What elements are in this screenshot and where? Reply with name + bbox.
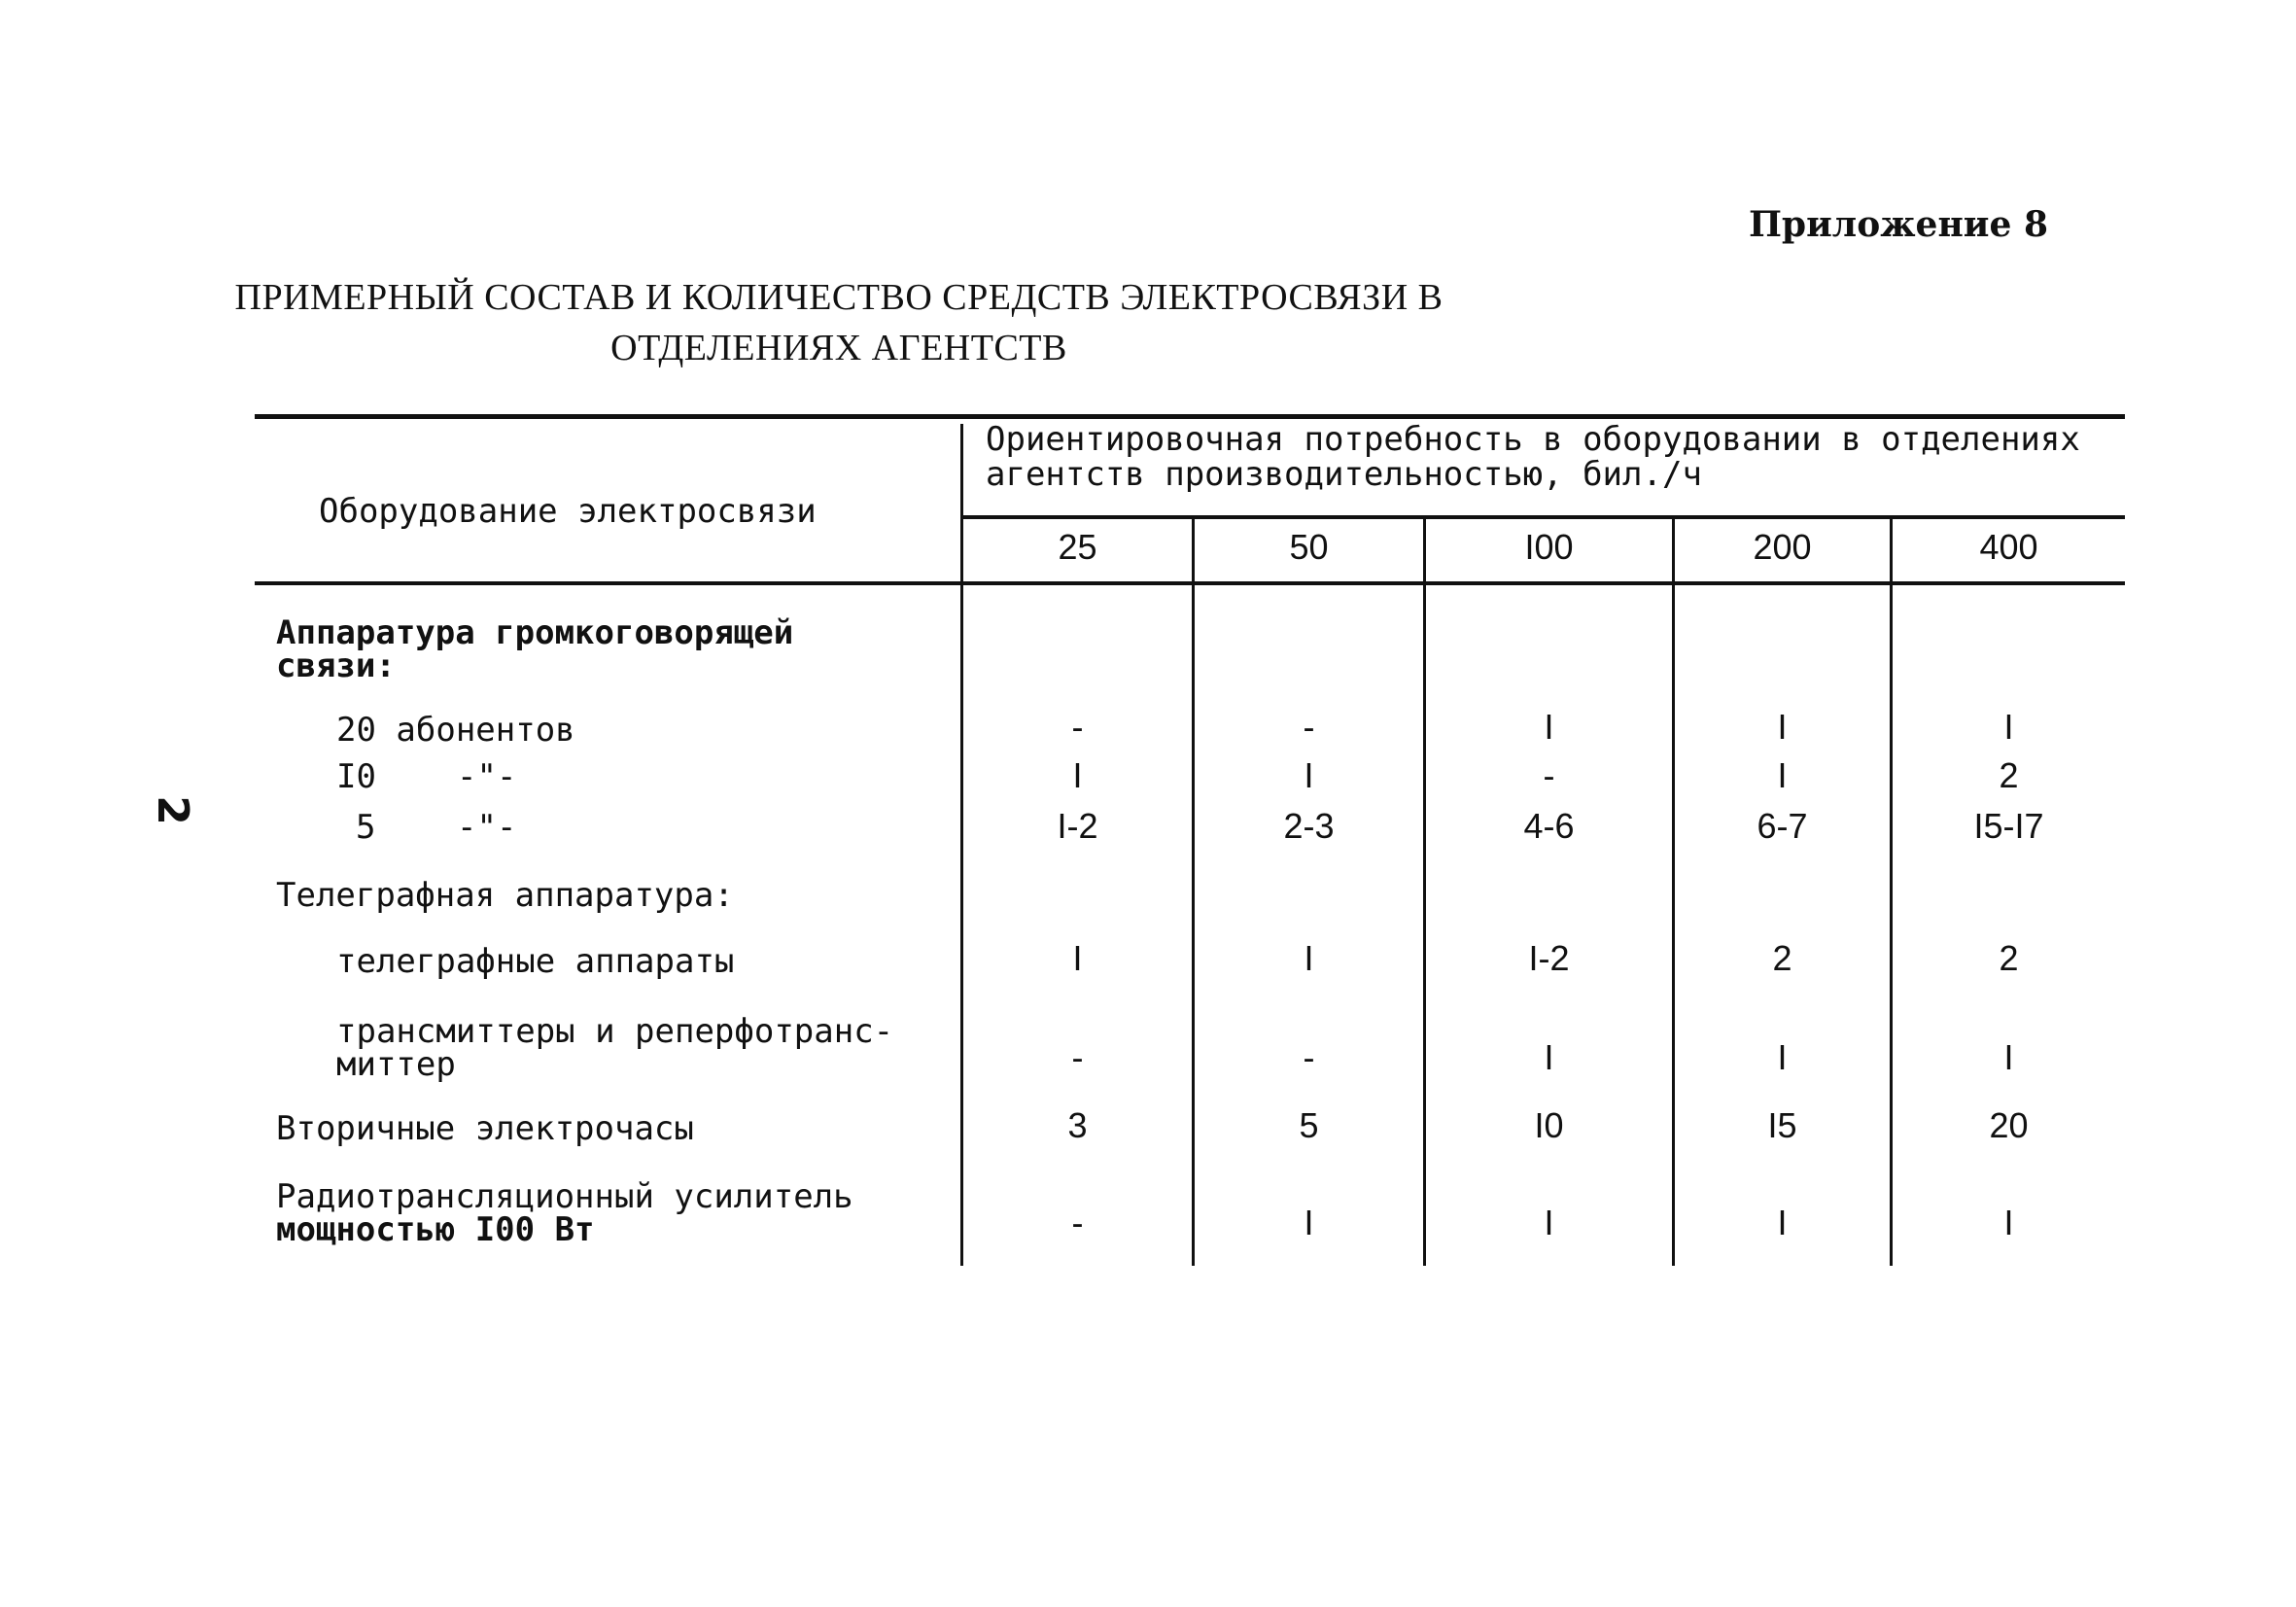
table-cell: I5 <box>1767 1105 1797 1145</box>
column-header-50: 50 <box>1289 527 1329 567</box>
table-cell: 2 <box>1999 755 2019 795</box>
table-cell: I <box>1304 755 1314 795</box>
row-label-20-subscribers: 20 абонентов <box>336 711 575 750</box>
table-cell: I <box>1072 755 1083 795</box>
group-label-line-1: Аппаратура громкоговорящей <box>276 613 794 652</box>
table-cell: 2-3 <box>1283 806 1335 846</box>
table-cell: I <box>2003 707 2014 747</box>
document-title <box>0 272 1678 373</box>
column-header-100: I00 <box>1524 527 1574 567</box>
table-cell: I <box>2003 1037 2014 1077</box>
ditto-mark-5: -"- <box>457 808 517 847</box>
table-cell: I <box>1777 1037 1788 1077</box>
table-cell: I <box>1777 707 1788 747</box>
row-label-line-2: мощностью I00 Вт <box>276 1210 595 1249</box>
title-line-2: ОТДЕЛЕНИЯХ АГЕНТСТВ <box>610 328 1067 368</box>
row-label-transmitters <box>336 1012 894 1084</box>
row-label-secondary-clocks: Вторичные электрочасы <box>276 1109 694 1148</box>
table-cell: I <box>1544 707 1554 747</box>
need-header-line-1: Ориентировочная потребность в оборудовании в отделениях <box>986 420 2080 459</box>
appendix-label: Приложение 8 <box>1748 204 2048 245</box>
table-cell: I <box>1544 1037 1554 1077</box>
column-header-400: 400 <box>1979 527 2038 567</box>
table-cell: - <box>1303 707 1315 747</box>
table-cell: 5 <box>1299 1105 1319 1145</box>
table-cell: I0 <box>1534 1105 1564 1145</box>
table-cell: I <box>1777 755 1788 795</box>
table-cell: I <box>1304 1203 1314 1242</box>
table-cell: I <box>1777 1203 1788 1242</box>
table-cell: - <box>1543 755 1555 795</box>
column-divider-4 <box>1672 519 1675 1266</box>
header-bottom-rule <box>255 581 2125 585</box>
table-cell: I <box>1072 938 1083 978</box>
row-label-line-2: миттер <box>336 1045 456 1084</box>
ditto-mark-10: -"- <box>457 757 517 796</box>
equipment-header: Оборудование электросвязи <box>319 492 817 531</box>
row-label-10-subscribers: I0 <box>336 757 376 796</box>
row-label-5-subscribers: 5 <box>356 808 376 847</box>
need-header-line-2: агентств производительностью, бил./ч <box>986 455 1702 494</box>
table-top-rule <box>255 414 2125 419</box>
group-label-telegraph: Телеграфная аппаратура: <box>276 876 734 915</box>
table-cell: I5-I7 <box>1973 806 2044 846</box>
column-header-200: 200 <box>1753 527 1812 567</box>
row-label-line-1: Радиотрансляционный усилитель <box>276 1177 853 1216</box>
table-cell: 20 <box>1989 1105 2029 1145</box>
table-cell: I <box>2003 1203 2014 1242</box>
column-divider-5 <box>1890 519 1893 1266</box>
table-cell: I <box>1544 1203 1554 1242</box>
column-header-25: 25 <box>1058 527 1097 567</box>
table-cell: - <box>1071 1203 1084 1242</box>
need-header <box>986 422 2080 492</box>
table-cell: 6-7 <box>1757 806 1808 846</box>
table-cell: - <box>1303 1037 1315 1077</box>
column-divider-3 <box>1423 519 1426 1266</box>
row-label-telegraph-sets: телеграфные аппараты <box>336 942 735 981</box>
table-cell: I <box>1304 938 1314 978</box>
row-label-line-1: трансмиттеры и реперфотранс- <box>336 1012 894 1051</box>
table-cell: 4-6 <box>1523 806 1575 846</box>
subheader-rule <box>962 515 2125 519</box>
table-cell: - <box>1071 707 1084 747</box>
title-line-1: ПРИМЕРНЫЙ СОСТАВ И КОЛИЧЕСТВО СРЕДСТВ ЭЛЕКТРОСВЯЗИ В <box>234 277 1444 318</box>
table-cell: I-2 <box>1057 806 1098 846</box>
table-cell: I-2 <box>1528 938 1570 978</box>
table-cell: 2 <box>1772 938 1792 978</box>
table-cell: - <box>1071 1037 1084 1077</box>
page-mark: 2 <box>147 795 197 825</box>
group-label-loudspeaker <box>276 613 794 685</box>
row-label-radio-amplifier <box>276 1177 853 1249</box>
table-cell: 2 <box>1999 938 2019 978</box>
group-label-line-2: связи: <box>276 646 396 685</box>
column-divider-2 <box>1192 519 1195 1266</box>
table-cell: 3 <box>1067 1105 1088 1145</box>
